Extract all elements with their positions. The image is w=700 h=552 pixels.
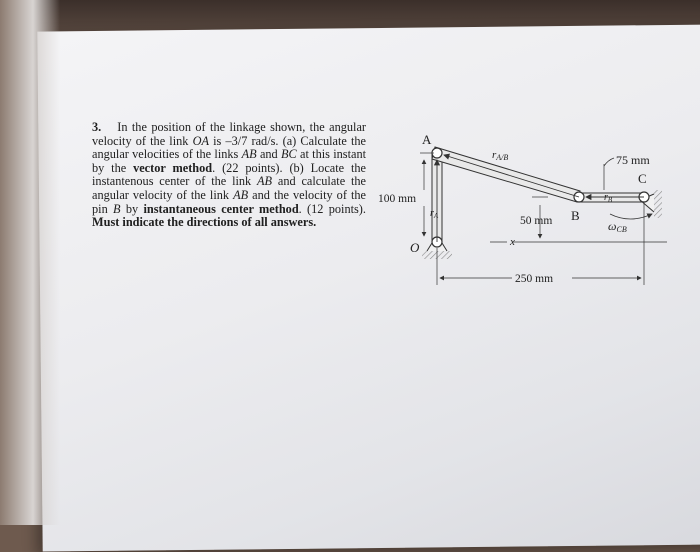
label-ra-sub: A: [433, 212, 439, 220]
problem-text-1: In the position of the linkage shown, the angular velocity of the link: [92, 120, 366, 148]
ic-method: instantaneous center method: [143, 201, 299, 216]
problem-text-8: by: [120, 201, 144, 216]
vector-rab: [444, 155, 579, 197]
link-ab-2: AB: [257, 174, 273, 189]
label-rab: [492, 149, 508, 162]
ground-c: [654, 190, 662, 218]
must-indicate: Must indicate the directions of all answers.: [92, 215, 317, 230]
problem-text-9: . (12 points).: [298, 201, 366, 216]
link-bc: BC: [281, 147, 297, 162]
dim-50-label: 50 mm: [520, 215, 553, 227]
linkage-figure: [372, 130, 672, 290]
link-oa: OA: [192, 133, 209, 148]
problem-text-4: at this instant by the: [92, 147, 367, 175]
problem-text-3: and: [256, 147, 281, 162]
vector-method: vector method: [133, 160, 213, 175]
label-rab-sub: A/B: [496, 153, 509, 162]
label-o: O: [410, 240, 420, 255]
dim-100-label: 100 mm: [378, 193, 417, 205]
label-omega: ω: [608, 219, 617, 233]
link-ab: AB: [241, 147, 257, 162]
problem-paragraph: [92, 121, 366, 230]
pin-b: B: [113, 201, 121, 216]
problem-text-2: is –3/7 rad/s. (a) Calculate the angular velocities of the links: [92, 133, 367, 162]
problem-text-6: and calculate the angular velocity of the link: [92, 174, 366, 202]
dim-75-leader: [604, 158, 614, 166]
label-ra-r: r: [430, 208, 434, 219]
label-c: C: [638, 171, 647, 186]
problem-statement: [92, 121, 366, 230]
label-b: B: [571, 208, 580, 223]
link-ab-3: AB: [233, 187, 249, 202]
problem-text-7: and the velocity of the pin: [92, 187, 366, 216]
dim-250-label: 250 mm: [515, 273, 554, 285]
label-x: x: [510, 236, 515, 248]
page-edge-shadow: [0, 0, 60, 525]
label-a: A: [422, 132, 432, 147]
dim-75-label: 75 mm: [616, 153, 650, 167]
label-omega-sub: CB: [616, 225, 627, 234]
label-omega-cb: [608, 219, 627, 234]
problem-text-5: . (22 points). (b) Locate the instantenous center of the link: [92, 160, 367, 189]
label-rb-r: r: [604, 192, 608, 203]
problem-number: 3.: [92, 120, 102, 134]
label-rb-sub: B: [607, 196, 613, 204]
label-rab-r: r: [492, 149, 497, 161]
linkage-diagram: [372, 130, 672, 290]
